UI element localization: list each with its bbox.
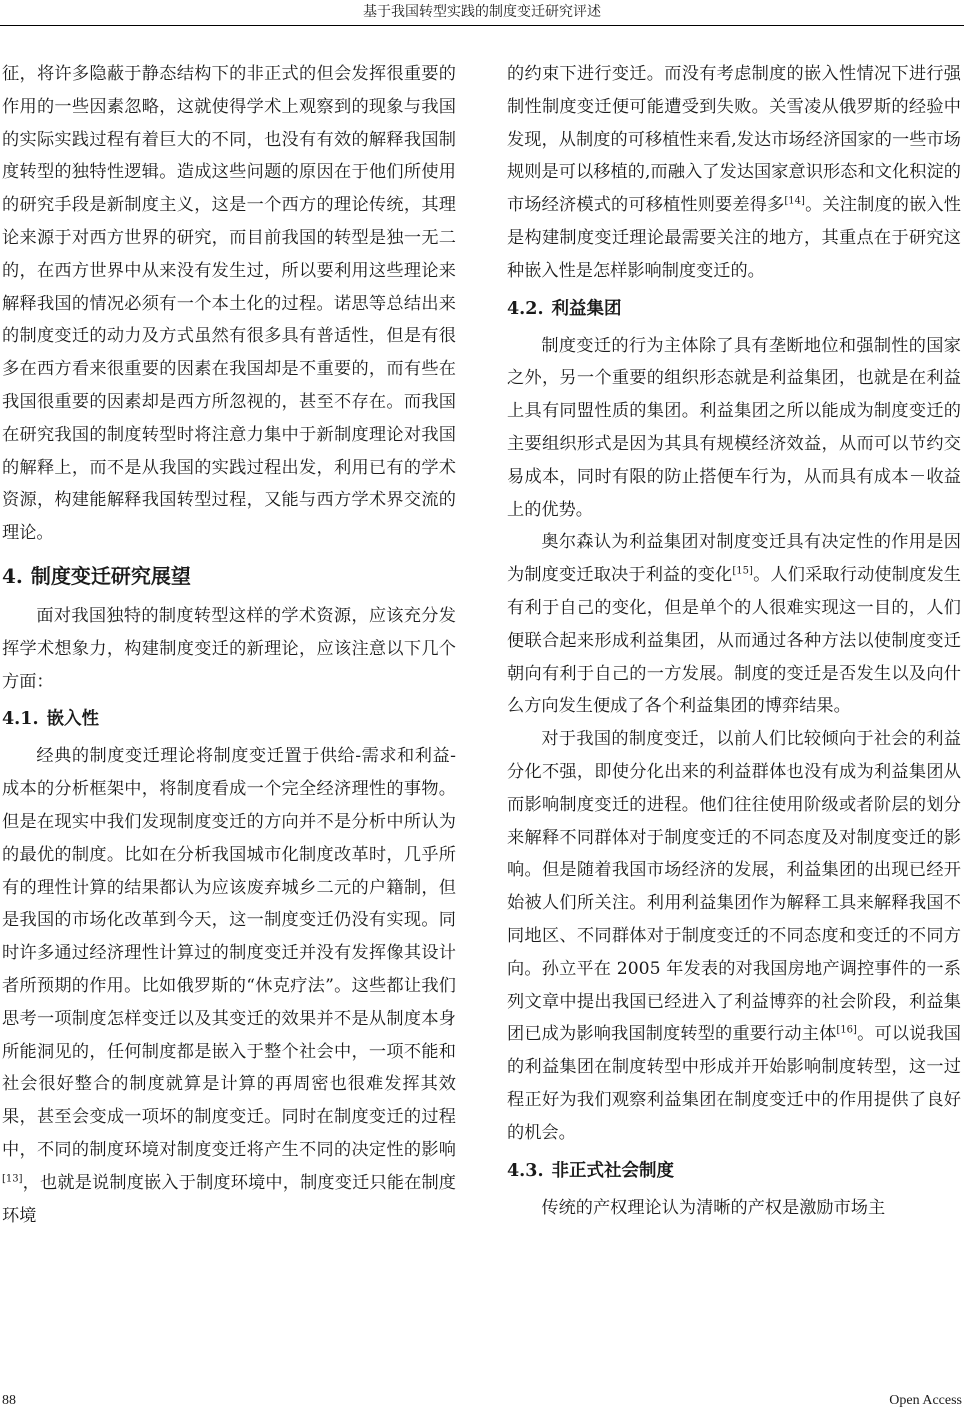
subsection-heading-4-3 xyxy=(507,1158,961,1184)
paragraph-text: 对于我国的制度变迁，以前人们比较倾向于社会的利益分化不强，即使分化出来的利益群体也没有成为利益集团从而影响制度变迁的进程。他们往往使用阶级或者阶层的划分来解释不同群体对于制度变迁的不同态度及对制度变迁的影响。但是随着我国市场经济的发展，利益集团的出现已经开始被人们所关注。利用利益集团作为解释工具来解释我国不同地区、不同群体对于制度变迁的不同态度和变迁的不同方向。孙立平在 2005 年发表的对我国房地产调控事件的一系列文章中提出我国已经进入了利益博弈的社会阶段，利益集团已成为影响我国制度转型的重要行动主体 xyxy=(507,729,961,1045)
paragraph-interest-groups-a: 制度变迁的行为主体除了具有垄断地位和强制性的国家之外，另一个重要的组织形态就是利益集团，也就是在利益上具有同盟性质的集团。利益集团之所以能成为制度变迁的主要组织形式是因为其具有规模经济效益，从而可以节约交易成本，同时有限的防止搭便车行为，从而具有成本－收益上的优势。 xyxy=(507,335,961,520)
journal-label: Open Access xyxy=(889,1393,962,1408)
header-divider xyxy=(0,25,964,26)
subsection-number: 4.1. xyxy=(2,709,39,730)
paragraph-text: 经典的制度变迁理论将制度变迁置于供给-需求和利益-成本的分析框架中，将制度看成一个完全经济理性的事物。但是在现实中我们发现制度变迁的方向并不是分析中所认为的最优的制度。比如在分析我国城市化制度改革时，几乎所有的理性计算的结果都认为应该废弃城乡二元的户籍制，但是我国的市场化改革到今天，这一制度变迁仍没有实现。同时许多通过经济理性计算过的制度变迁并没有发挥像其设计者所预期的作用。比如俄罗斯的“休克疗法”。这些都让我们思考一项制度怎样变迁以及其变迁的效果并不是从制度本身所能洞见的，任何制度都是嵌入于整个社会中，一项不能和社会很好整合的制度就算是计算的再周密也很难发挥其效果，甚至会变成一项坏的制度变迁。同时在制度变迁的过程中，不同的制度环境对制度变迁将产生不同的决定性的影响 xyxy=(2,746,456,1160)
section-title: 制度变迁研究展望 xyxy=(30,563,191,588)
paragraph-embeddedness xyxy=(2,740,456,1232)
paragraph-text-tail: ，也就是说制度嵌入于制度环境中，制度变迁只能在制度环境 xyxy=(2,1172,456,1226)
citation-ref[interactable]: [15] xyxy=(732,565,753,577)
paragraph-text: 的约束下进行变迁。而没有考虑制度的嵌入性情况下进行强制性制度变迁便可能遭受到失败。关雪凌从俄罗斯的经验中发现，从制度的可移植性来看,发达市场经济国家的一些市场规则是可以移植的,而融入了发达国家意识形态和文化积淀的市场经济模式的可移植性则要差得多 xyxy=(507,64,961,216)
citation-ref[interactable]: [13] xyxy=(2,1172,23,1184)
subsection-heading-4-1 xyxy=(2,706,456,732)
paragraph-text-tail: 。人们采取行动使制度发生有利于自己的变化，但是单个的人很难实现这一目的，人们便联合起来形成利益集团，从而通过各种方法以使制度变迁朝向有利于自己的一方发展。制度的变迁是否发生以及向什么方向发生便成了各个利益集团的博弈结果。 xyxy=(507,565,961,717)
paragraph-text: 奥尔森认为利益集团对制度变迁具有决定性的作用是因为制度变迁取决于利益的变化 xyxy=(507,532,961,586)
paragraph-text-tail: 。可以说我国的利益集团在制度转型中形成并开始影响制度转型，这一过程正好为我们观察利益集团在制度变迁中的作用提供了良好的机会。 xyxy=(507,1024,961,1143)
section-heading-4 xyxy=(2,562,456,590)
subsection-number: 4.3. xyxy=(507,1160,544,1181)
paragraph-embeddedness-continued xyxy=(507,58,961,288)
paragraph-section4-intro: 面对我国独特的制度转型这样的学术资源，应该充分发挥学术想象力，构建制度变迁的新理论，应该注意以下几个方面： xyxy=(2,605,456,692)
paragraph-text-tail: 。关注制度的嵌入性是构建制度变迁理论最需要关注的地方，其重点在于研究这种嵌入性是怎样影响制度变迁的。 xyxy=(507,195,961,281)
subsection-title: 非正式社会制度 xyxy=(551,1160,675,1181)
left-column xyxy=(2,58,456,1232)
subsection-number: 4.2. xyxy=(507,298,544,319)
page-number: 88 xyxy=(2,1393,16,1408)
paragraph-informal-institutions: 传统的产权理论认为清晰的产权是激励市场主 xyxy=(541,1197,886,1218)
paragraph-interest-groups-b xyxy=(507,526,961,723)
section-number: 4. xyxy=(2,563,23,588)
paragraph-interest-groups-c xyxy=(507,723,961,1149)
citation-ref[interactable]: [16] xyxy=(836,1024,857,1036)
paragraph-continued: 征，将许多隐蔽于静态结构下的非正式的但会发挥很重要的作用的一些因素忽略，这就使得学术上观察到的现象与我国的实际实践过程有着巨大的不同，也没有有效的解释我国制度转型的独特性逻辑。造成这些问题的原因在于他们所使用的研究手段是新制度主义，这是一个西方的理论传统，其理论来源于对西方世界的研究，而目前我国的转型是独一无二的，在西方世界中从来没有发生过，所以要利用这些理论来解释我国的情况必须有一个本土化的过程。诺思等总结出来的制度变迁的动力及方式虽然有很多具有普适性，但是有很多在西方看来很重要的因素在我国却是不重要的，而有些在我国很重要的因素却是西方所忽视的，甚至不存在。而我国在研究我国的制度转型时将注意力集中于新制度理论对我国的解释上，而不是从我国的实践过程出发，利用已有的学术资源，构建能解释我国转型过程，又能与西方学术界交流的理论。 xyxy=(2,64,456,544)
right-column xyxy=(507,58,961,1224)
subsection-heading-4-2 xyxy=(507,296,961,322)
running-title: 基于我国转型实践的制度变迁研究评述 xyxy=(363,4,601,20)
subsection-title: 嵌入性 xyxy=(46,709,100,730)
citation-ref[interactable]: [14] xyxy=(784,195,805,207)
subsection-title: 利益集团 xyxy=(551,298,622,319)
